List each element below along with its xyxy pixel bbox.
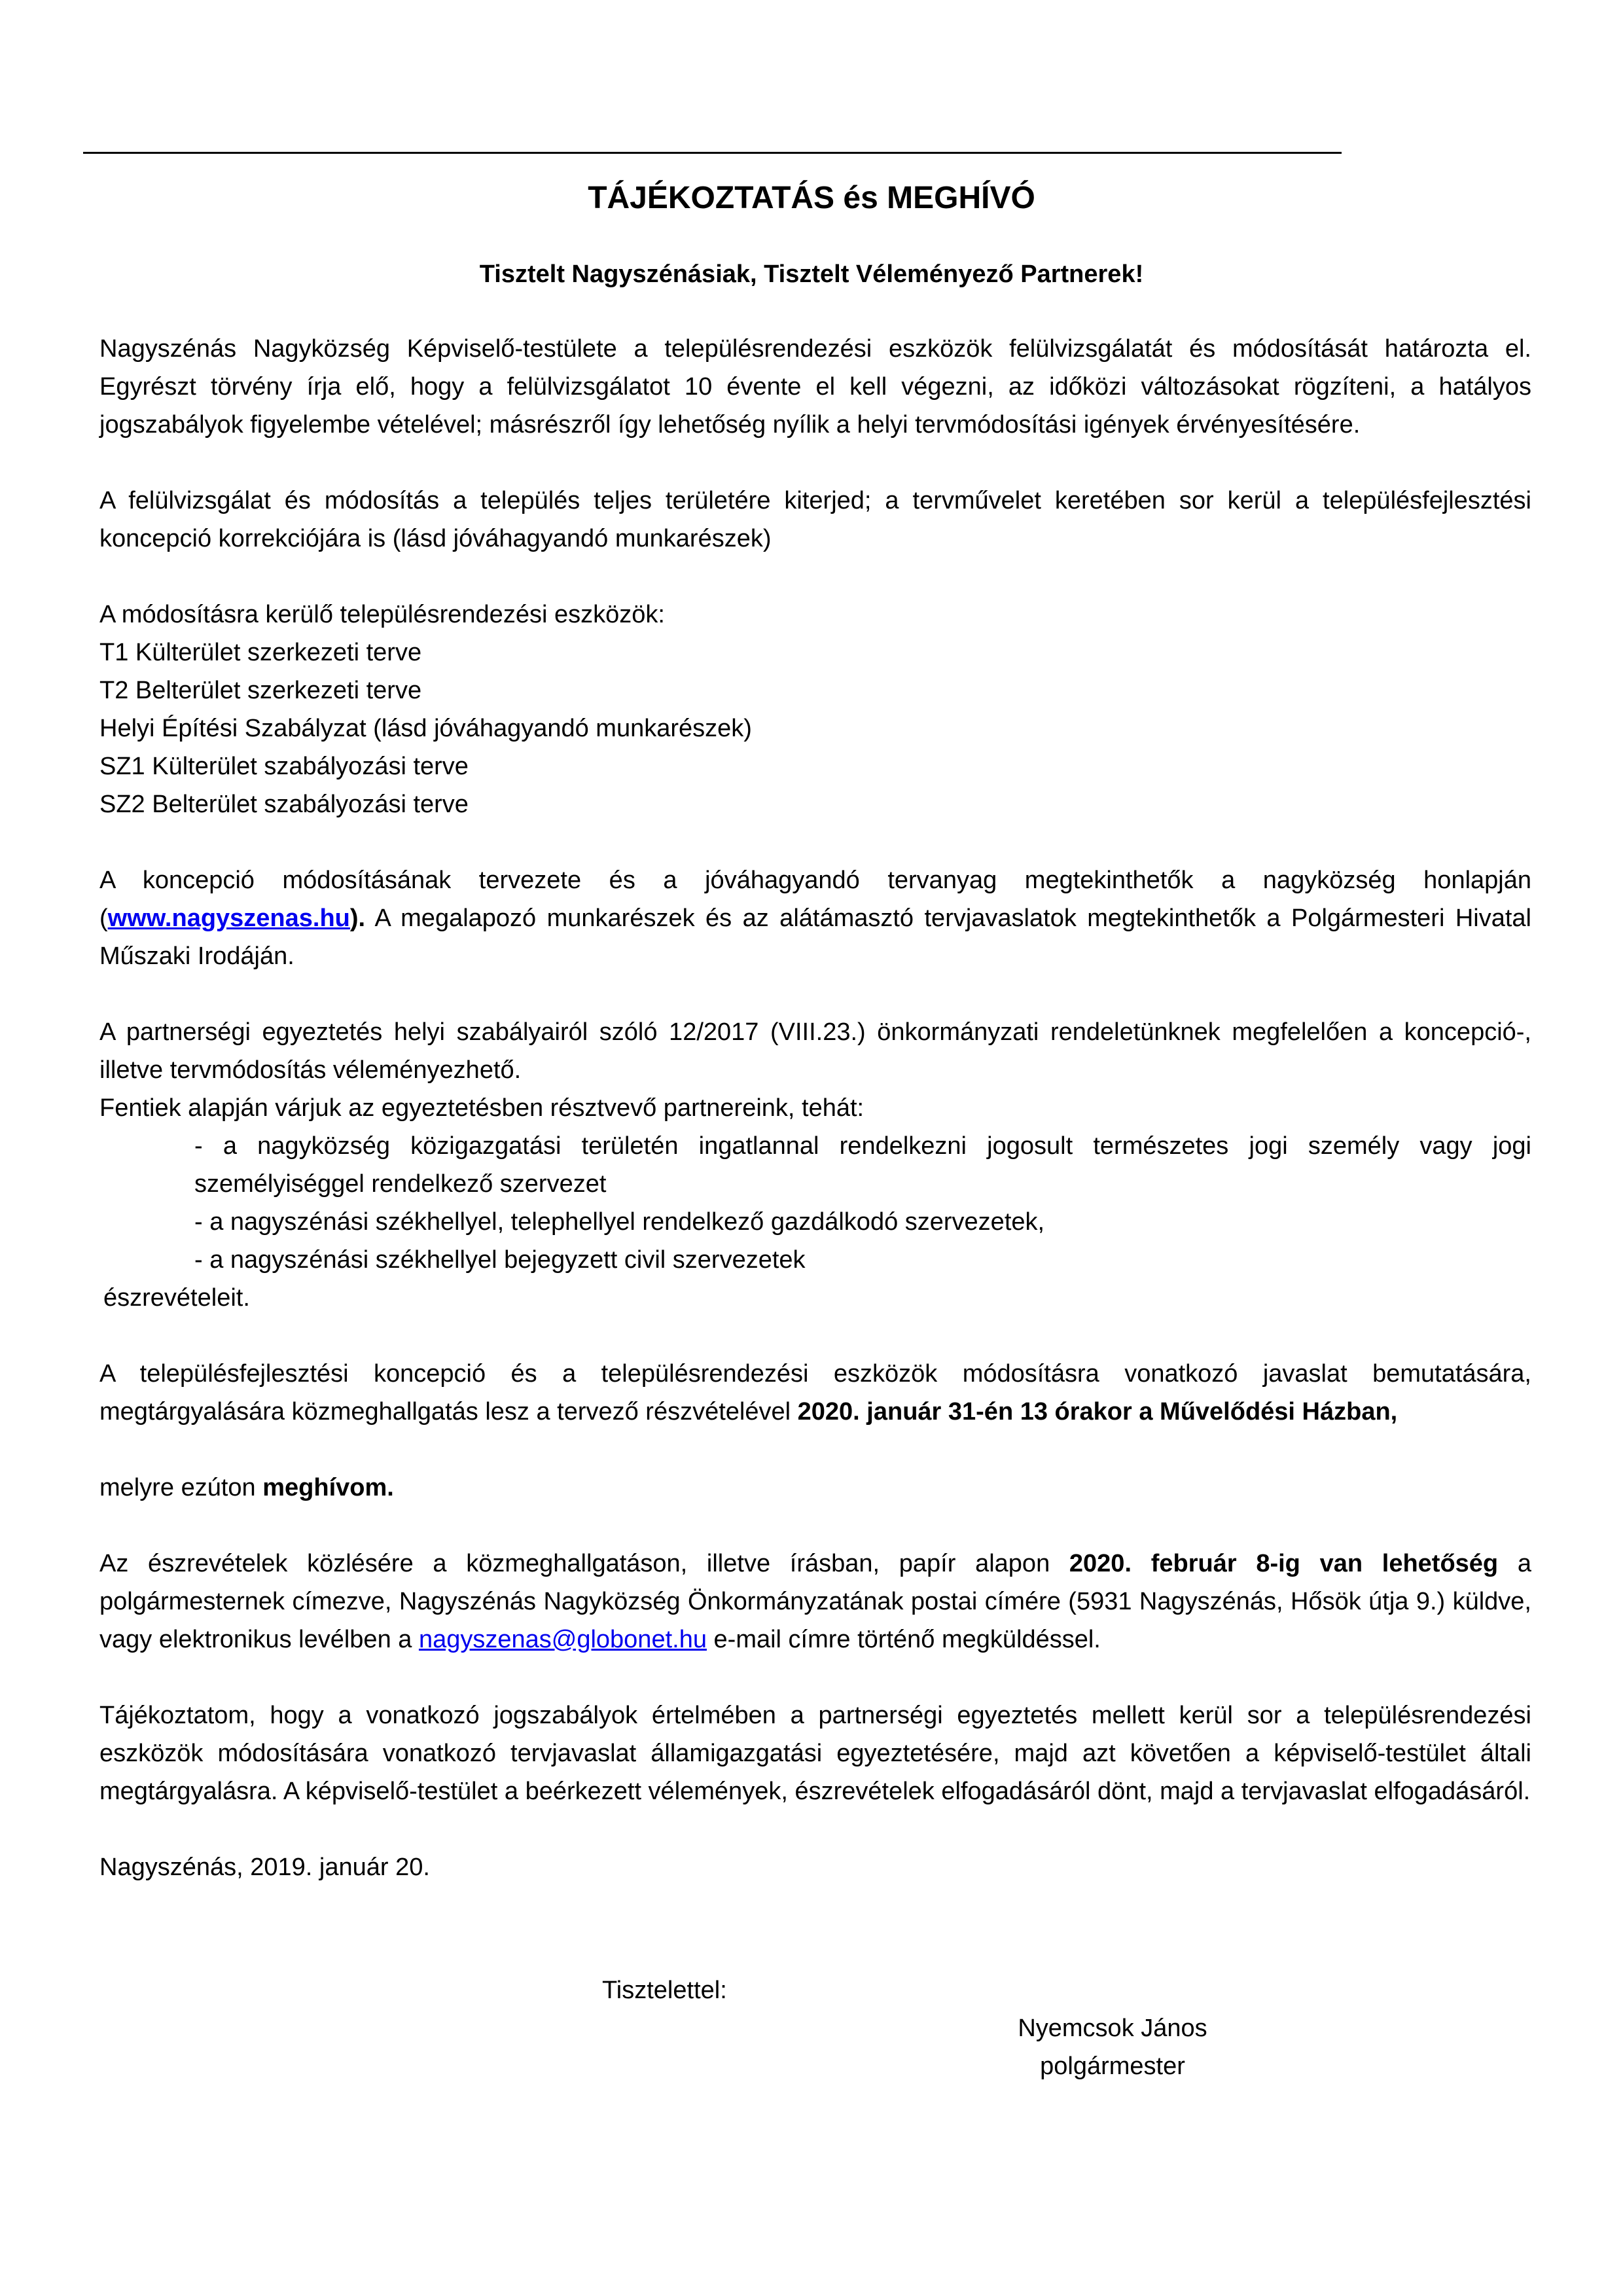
greeting: Tisztelt Nagyszénásiak, Tisztelt Véleményező Partnerek! (479, 260, 1144, 288)
invitation-bold: meghívom. (262, 1474, 394, 1501)
partners-list-item: - a nagyszénási székhellyel bejegyzett civil szervezetek (194, 1246, 806, 1274)
tools-list (99, 596, 1531, 823)
invitation-text: melyre ezúton (99, 1474, 263, 1501)
comments-text-b: a polgármesternek címezve, Nagyszénás Nagyközség Önkormányzatának postai címére (5931 Nagyszénás, Hősök útja 9.) küldve, vagy elektronikus levélben a (99, 1550, 1531, 1653)
place-date: Nagyszénás, 2019. január 20. (99, 1854, 430, 1881)
availability-text-b: ). (349, 905, 366, 932)
partners-list-item: - a nagyszénási székhellyel, telephellyel rendelkező gazdálkodó szervezetek, (194, 1208, 1045, 1236)
tools-list-item: SZ1 Külterület szabályozási terve (99, 753, 469, 780)
tools-list-item: Helyi Építési Szabályzat (lásd jóváhagyandó munkarészek) (99, 715, 752, 742)
hearing-text: A településfejlesztési koncepció és a településrendezési eszközök módosításra vonatkozó javaslat bemutatására, megtárgyalására közmeghallgatás lesz a tervező részvételével (99, 1360, 1531, 1426)
partners-intro: Fentiek alapján várjuk az egyeztetésben résztvevő partnereink, tehát: (99, 1094, 865, 1122)
paragraph-scope: A felülvizsgálat és módosítás a település teljes területére kiterjed; a tervművelet keretében sor kerül a településfejlesztési koncepció korrekciójára is (lásd jóváhagyandó munkarészek) (99, 487, 1531, 552)
partners-list (99, 1127, 1531, 1279)
availability-text-a: A koncepció módosításának tervezete és a jóváhagyandó tervanyag megtekinthetők a nagyközség honlapján ( (99, 867, 1531, 932)
signer-role: polgármester (1040, 2053, 1185, 2080)
tools-list-item: T1 Külterület szerkezeti terve (99, 639, 422, 666)
comments-text-c: e-mail címre történő megküldéssel. (706, 1626, 1101, 1653)
paragraph-comments (99, 1545, 1531, 1659)
availability-text-c: A megalapozó munkarészek és az alátámasztó tervjavaslatok megtekinthetők a Polgármesteri Hivatal Műszaki Irodáján. (99, 905, 1531, 970)
tools-list-intro: A módosításra kerülő településrendezési eszközök: (99, 601, 665, 628)
paragraph-procedure: Tájékoztatom, hogy a vonatkozó jogszabályok értelmében a partnerségi egyeztetés mellett kerül sor a településrendezési eszközök módosítására vonatkozó tervjavaslat államigazgatási egyeztetésére, majd azt követően a képviselő-testület általi megtárgyalásra. A képviselő-testület a beérkezett vélemények, észrevételek elfogadásáról dönt, majd a tervjavaslat elfogadásáról. (99, 1702, 1531, 1805)
hearing-date: 2020. január 31-én 13 órakor a Művelődési Házban, (797, 1398, 1398, 1426)
signer-name: Nyemcsok János (1018, 2015, 1207, 2042)
paragraph-partnership: A partnerségi egyeztetés helyi szabályairól szóló 12/2017 (VIII.23.) önkormányzati rendeletünknek megfelelően a koncepció-, illetve tervmódosítás véleményezhető. (99, 1018, 1531, 1084)
comments-deadline: 2020. február 8-ig van lehetőség (1069, 1550, 1499, 1577)
email-link[interactable]: nagyszenas@globonet.hu (418, 1626, 707, 1653)
header-rule (83, 152, 1342, 154)
comments-text-a: Az észrevételek közlésére a közmeghallgatáson, illetve írásban, papír alapon (99, 1550, 1069, 1577)
paragraph-invitation (99, 1469, 1531, 1507)
website-link[interactable]: www.nagyszenas.hu (107, 905, 350, 932)
paragraph-hearing (99, 1355, 1531, 1431)
paragraph-intro: Nagyszénás Nagyközség Képviselő-testülete a településrendezési eszközök felülvizsgálatát és módosítását határozta el. Egyrészt törvény írja elő, hogy a felülvizsgálatot 10 évente el kell végezni, az időközi változásokat rögzíteni, a hatályos jogszabályok figyelembe vételével; másrészről így lehetőség nyílik a helyi tervmódosítási igények érvényesítésére. (99, 335, 1531, 439)
paragraph-availability (99, 861, 1531, 975)
closing-greeting: Tisztelettel: (602, 1977, 727, 2004)
tools-list-item: SZ2 Belterület szabályozási terve (99, 791, 469, 818)
tools-list-item: T2 Belterület szerkezeti terve (99, 677, 422, 704)
partners-end: észrevételeit. (103, 1284, 250, 1312)
document-title: TÁJÉKOZTATÁS és MEGHÍVÓ (588, 181, 1035, 215)
document-body (99, 330, 1531, 1886)
partners-list-item: - a nagyközség közigazgatási területén ingatlannal rendelkezni jogosult természetes jogi személy vagy jogi személyiséggel rendelkező szervezet (194, 1132, 1531, 1198)
